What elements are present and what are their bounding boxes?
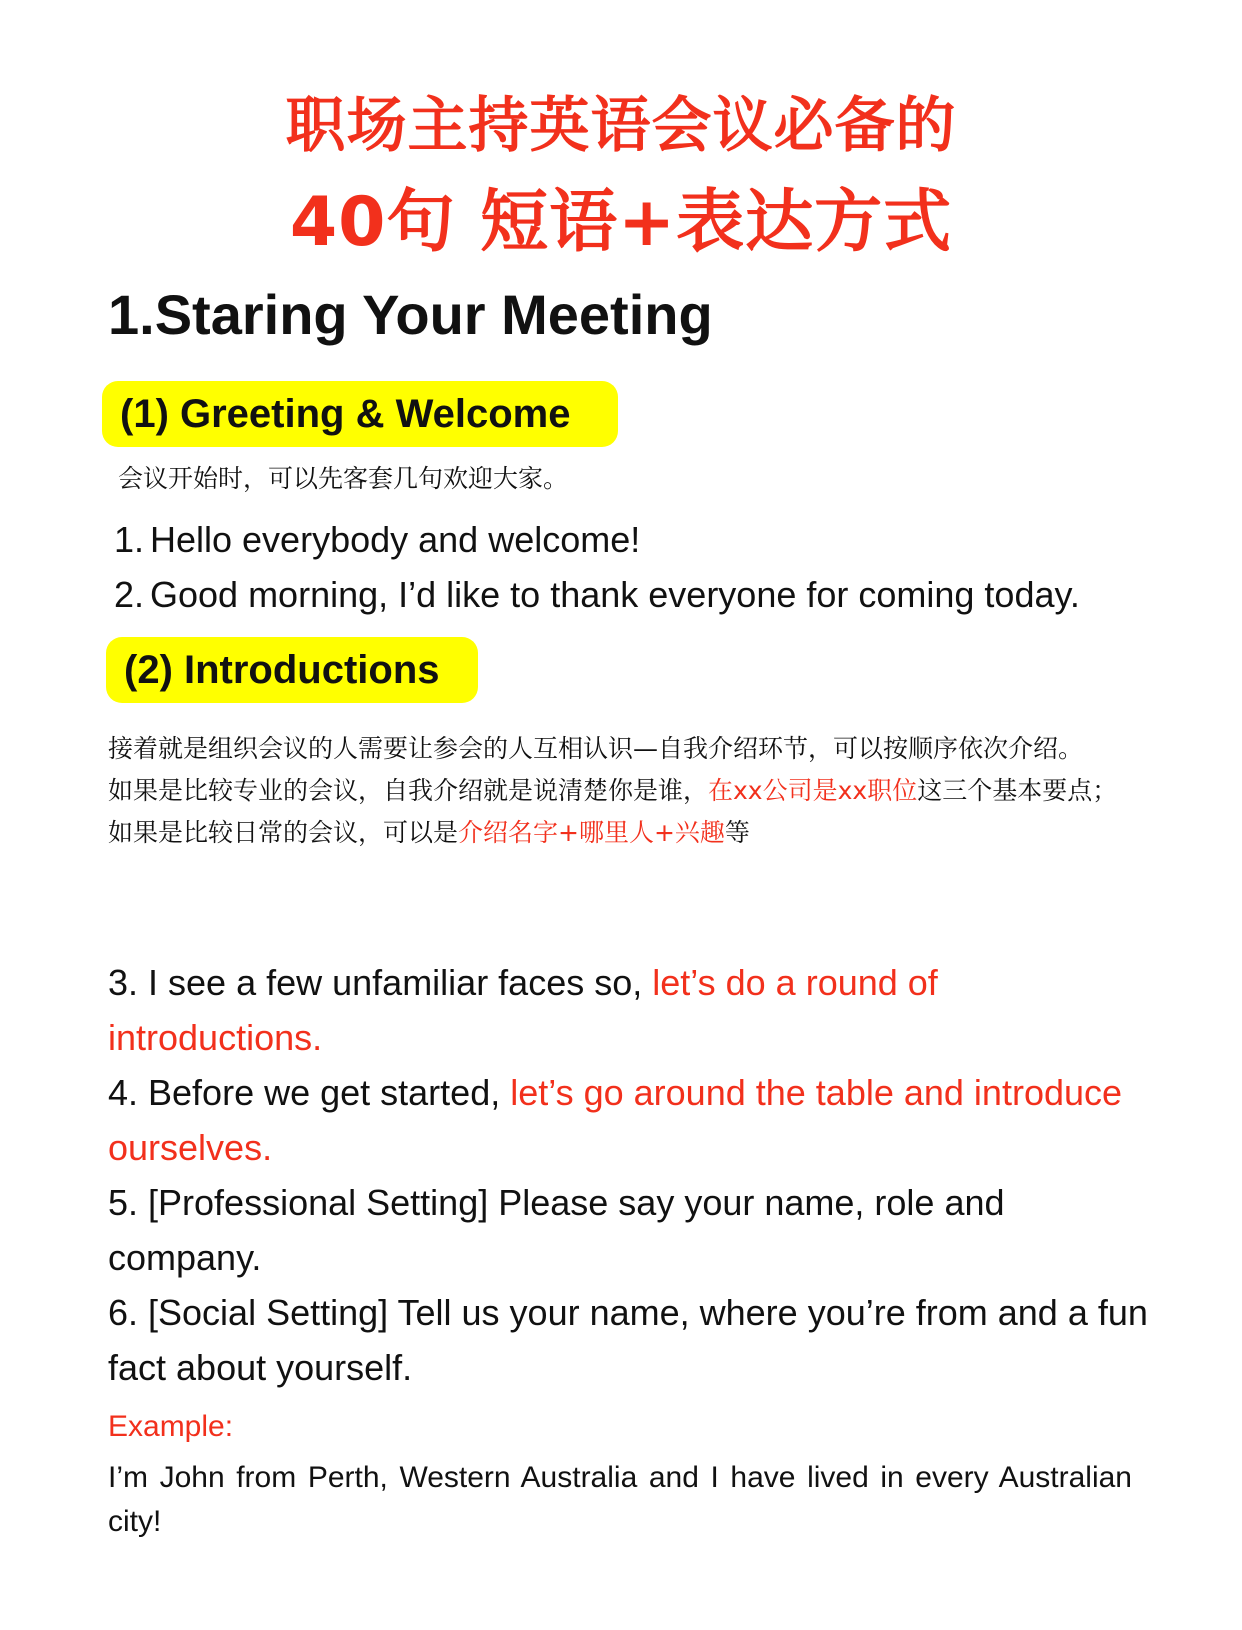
introductions-notes — [108, 728, 1138, 854]
greeting-list — [114, 512, 1080, 622]
example-label: Example: — [108, 1410, 234, 1443]
list-item-text: Good morning, I’d like to thank everyone for coming today. — [150, 574, 1080, 615]
page-title-line1: 职场主持英语会议必备的 — [285, 91, 957, 161]
list-item — [108, 1065, 1148, 1175]
greeting-pill — [102, 381, 618, 447]
intro-note-1: 接着就是组织会议的人需要让参会的人互相认识—自我介绍环节，可以按顺序依次介绍。 — [108, 734, 1084, 763]
page-title-line2: 40句 短语+表达方式 — [289, 183, 953, 262]
intro-note-2-tail: 这三个基本要点； — [917, 776, 1118, 805]
introductions-pill-label: (2) Introductions — [124, 647, 440, 692]
intro-note-3-highlight: 介绍名字+哪里人+兴趣 — [458, 818, 725, 847]
intro-note-3-tail: 等 — [724, 818, 750, 847]
list-item-text: Hello everybody and welcome! — [150, 519, 641, 560]
item-3-highlight: let’s do a round of introductions. — [108, 962, 938, 1058]
list-item: 6. [Social Setting] Tell us your name, where you’re from and a fun fact about yourself. — [108, 1292, 1148, 1388]
introductions-pill — [106, 637, 478, 703]
greeting-note: 会议开始时，可以先客套几句欢迎大家。 — [118, 464, 569, 493]
intro-note-2-highlight: 在xx公司是xx职位 — [708, 776, 918, 805]
greeting-pill-label: (1) Greeting & Welcome — [120, 391, 571, 436]
intro-note-2 — [108, 770, 1138, 812]
list-item — [108, 955, 1148, 1065]
item-4-highlight: let’s go around the table and introduce ourselves. — [108, 1072, 1123, 1168]
example-text: I’m John from Perth, Western Australia and I have lived in every Australian city! — [108, 1461, 1132, 1538]
list-item: 5. [Professional Setting] Please say your name, role and company. — [108, 1182, 1005, 1278]
item-4-text: 4. Before we get started, — [108, 1072, 511, 1113]
intro-note-3-text: 如果是比较日常的会议，可以是 — [108, 818, 459, 847]
list-item — [114, 512, 1080, 567]
item-3-text: 3. I see a few unfamiliar faces so, — [108, 962, 653, 1003]
list-item — [114, 567, 1080, 622]
list-item-number: 1. — [114, 519, 145, 560]
introductions-list — [108, 955, 1148, 1395]
intro-note-3 — [108, 812, 1138, 854]
intro-note-2-text: 如果是比较专业的会议，自我介绍就是说清楚你是谁， — [108, 776, 709, 805]
section-heading: 1.Staring Your Meeting — [108, 283, 713, 346]
list-item-number: 2. — [114, 574, 145, 615]
